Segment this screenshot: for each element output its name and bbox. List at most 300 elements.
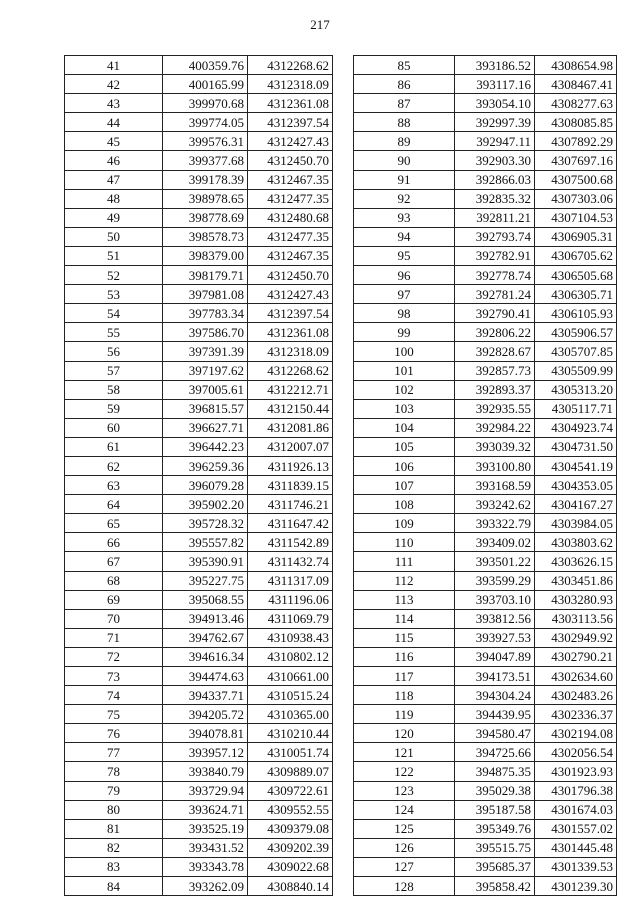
table-row: [354, 266, 617, 285]
x-coordinate-cell: 394047.89: [455, 647, 535, 666]
point-number-cell: 102: [354, 380, 455, 399]
y-coordinate-cell: 4310802.12: [248, 647, 333, 666]
y-coordinate-cell: 4303984.05: [535, 514, 617, 533]
point-number-cell: 88: [354, 113, 455, 132]
y-coordinate-cell: 4305906.57: [535, 323, 617, 342]
y-coordinate-cell: 4305117.71: [535, 399, 617, 418]
table-row: [354, 94, 617, 113]
table-row: [354, 75, 617, 94]
y-coordinate-cell: 4311069.79: [248, 609, 333, 628]
point-number-cell: 103: [354, 399, 455, 418]
table-row: [65, 647, 333, 666]
table-row: [354, 246, 617, 265]
table-row: [354, 533, 617, 552]
y-coordinate-cell: 4301239.30: [535, 877, 617, 896]
y-coordinate-cell: 4312318.09: [248, 75, 333, 94]
table-row: [65, 514, 333, 533]
y-coordinate-cell: 4302483.26: [535, 686, 617, 705]
x-coordinate-cell: 394913.46: [163, 609, 248, 628]
x-coordinate-cell: 398778.69: [163, 208, 248, 227]
y-coordinate-cell: 4311432.74: [248, 552, 333, 571]
y-coordinate-cell: 4311926.13: [248, 456, 333, 475]
table-row: [354, 399, 617, 418]
y-coordinate-cell: 4309022.68: [248, 857, 333, 876]
point-number-cell: 63: [65, 476, 163, 495]
point-number-cell: 90: [354, 151, 455, 170]
table-row: [354, 800, 617, 819]
table-row: [65, 342, 333, 361]
point-number-cell: 82: [65, 838, 163, 857]
y-coordinate-cell: 4310365.00: [248, 705, 333, 724]
point-number-cell: 67: [65, 552, 163, 571]
x-coordinate-cell: 395227.75: [163, 571, 248, 590]
coordinate-table-right: [353, 55, 617, 896]
table-row: [65, 781, 333, 800]
table-row: [65, 800, 333, 819]
point-number-cell: 108: [354, 495, 455, 514]
y-coordinate-cell: 4304541.19: [535, 456, 617, 475]
table-row: [354, 380, 617, 399]
table-row: [354, 323, 617, 342]
point-number-cell: 125: [354, 819, 455, 838]
table-row: [354, 838, 617, 857]
table-row: [354, 189, 617, 208]
x-coordinate-cell: 392781.24: [455, 285, 535, 304]
point-number-cell: 83: [65, 857, 163, 876]
x-coordinate-cell: 392866.03: [455, 170, 535, 189]
y-coordinate-cell: 4312007.07: [248, 437, 333, 456]
x-coordinate-cell: 394173.51: [455, 667, 535, 686]
table-row: [65, 686, 333, 705]
y-coordinate-cell: 4301557.02: [535, 819, 617, 838]
x-coordinate-cell: 398379.00: [163, 246, 248, 265]
y-coordinate-cell: 4307104.53: [535, 208, 617, 227]
y-coordinate-cell: 4310515.24: [248, 686, 333, 705]
y-coordinate-cell: 4305313.20: [535, 380, 617, 399]
point-number-cell: 106: [354, 456, 455, 475]
y-coordinate-cell: 4308467.41: [535, 75, 617, 94]
point-number-cell: 43: [65, 94, 163, 113]
table-row: [354, 495, 617, 514]
x-coordinate-cell: 399377.68: [163, 151, 248, 170]
point-number-cell: 92: [354, 189, 455, 208]
y-coordinate-cell: 4306905.31: [535, 227, 617, 246]
y-coordinate-cell: 4307500.68: [535, 170, 617, 189]
y-coordinate-cell: 4312318.09: [248, 342, 333, 361]
point-number-cell: 80: [65, 800, 163, 819]
y-coordinate-cell: 4308654.98: [535, 56, 617, 75]
point-number-cell: 61: [65, 437, 163, 456]
point-number-cell: 118: [354, 686, 455, 705]
y-coordinate-cell: 4310938.43: [248, 628, 333, 647]
point-number-cell: 49: [65, 208, 163, 227]
y-coordinate-cell: 4301339.53: [535, 857, 617, 876]
x-coordinate-cell: 398578.73: [163, 227, 248, 246]
y-coordinate-cell: 4312150.44: [248, 399, 333, 418]
table-row: [354, 667, 617, 686]
y-coordinate-cell: 4312467.35: [248, 246, 333, 265]
table-row: [354, 628, 617, 647]
table-row: [65, 323, 333, 342]
y-coordinate-cell: 4302790.21: [535, 647, 617, 666]
point-number-cell: 68: [65, 571, 163, 590]
x-coordinate-cell: 399970.68: [163, 94, 248, 113]
point-number-cell: 86: [354, 75, 455, 94]
table-row: [65, 533, 333, 552]
x-coordinate-cell: 393117.16: [455, 75, 535, 94]
x-coordinate-cell: 394580.47: [455, 724, 535, 743]
point-number-cell: 94: [354, 227, 455, 246]
y-coordinate-cell: 4310661.00: [248, 667, 333, 686]
x-coordinate-cell: 399774.05: [163, 113, 248, 132]
y-coordinate-cell: 4304923.74: [535, 418, 617, 437]
point-number-cell: 84: [65, 877, 163, 896]
point-number-cell: 54: [65, 304, 163, 323]
point-number-cell: 128: [354, 877, 455, 896]
x-coordinate-cell: 393812.56: [455, 609, 535, 628]
point-number-cell: 64: [65, 495, 163, 514]
point-number-cell: 51: [65, 246, 163, 265]
y-coordinate-cell: 4308085.85: [535, 113, 617, 132]
y-coordinate-cell: 4312477.35: [248, 227, 333, 246]
point-number-cell: 100: [354, 342, 455, 361]
point-number-cell: 105: [354, 437, 455, 456]
x-coordinate-cell: 394474.63: [163, 667, 248, 686]
table-row: [354, 819, 617, 838]
point-number-cell: 97: [354, 285, 455, 304]
table-row: [65, 151, 333, 170]
table-row: [354, 132, 617, 151]
x-coordinate-cell: 392790.41: [455, 304, 535, 323]
point-number-cell: 76: [65, 724, 163, 743]
table-row: [65, 724, 333, 743]
y-coordinate-cell: 4307892.29: [535, 132, 617, 151]
point-number-cell: 71: [65, 628, 163, 647]
x-coordinate-cell: 393343.78: [163, 857, 248, 876]
y-coordinate-cell: 4312081.86: [248, 418, 333, 437]
x-coordinate-cell: 393599.29: [455, 571, 535, 590]
point-number-cell: 42: [65, 75, 163, 94]
table-row: [65, 552, 333, 571]
table-row: [354, 609, 617, 628]
x-coordinate-cell: 399576.31: [163, 132, 248, 151]
x-coordinate-cell: 392984.22: [455, 418, 535, 437]
y-coordinate-cell: 4301796.38: [535, 781, 617, 800]
x-coordinate-cell: 396627.71: [163, 418, 248, 437]
y-coordinate-cell: 4312477.35: [248, 189, 333, 208]
point-number-cell: 81: [65, 819, 163, 838]
x-coordinate-cell: 393262.09: [163, 877, 248, 896]
y-coordinate-cell: 4311317.09: [248, 571, 333, 590]
x-coordinate-cell: 398978.65: [163, 189, 248, 208]
table-row: [65, 495, 333, 514]
y-coordinate-cell: 4301923.93: [535, 762, 617, 781]
table-row: [354, 170, 617, 189]
table-row: [65, 75, 333, 94]
y-coordinate-cell: 4303803.62: [535, 533, 617, 552]
table-row: [354, 724, 617, 743]
y-coordinate-cell: 4311839.15: [248, 476, 333, 495]
table-row: [354, 342, 617, 361]
table-row: [354, 285, 617, 304]
point-number-cell: 46: [65, 151, 163, 170]
x-coordinate-cell: 395349.76: [455, 819, 535, 838]
x-coordinate-cell: 394205.72: [163, 705, 248, 724]
y-coordinate-cell: 4302194.08: [535, 724, 617, 743]
x-coordinate-cell: 394725.66: [455, 743, 535, 762]
table-row: [65, 705, 333, 724]
page-number: 217: [310, 17, 330, 32]
x-coordinate-cell: 397391.39: [163, 342, 248, 361]
point-number-cell: 127: [354, 857, 455, 876]
point-number-cell: 78: [65, 762, 163, 781]
table-row: [354, 476, 617, 495]
table-row: [65, 246, 333, 265]
point-number-cell: 120: [354, 724, 455, 743]
x-coordinate-cell: 395515.75: [455, 838, 535, 857]
x-coordinate-cell: 396442.23: [163, 437, 248, 456]
point-number-cell: 117: [354, 667, 455, 686]
point-number-cell: 65: [65, 514, 163, 533]
point-number-cell: 109: [354, 514, 455, 533]
y-coordinate-cell: 4312427.43: [248, 132, 333, 151]
x-coordinate-cell: 395557.82: [163, 533, 248, 552]
y-coordinate-cell: 4312361.08: [248, 94, 333, 113]
point-number-cell: 57: [65, 361, 163, 380]
table-row: [354, 304, 617, 323]
x-coordinate-cell: 396259.36: [163, 456, 248, 475]
point-number-cell: 66: [65, 533, 163, 552]
point-number-cell: 113: [354, 590, 455, 609]
x-coordinate-cell: 395068.55: [163, 590, 248, 609]
y-coordinate-cell: 4307697.16: [535, 151, 617, 170]
y-coordinate-cell: 4309379.08: [248, 819, 333, 838]
y-coordinate-cell: 4302634.60: [535, 667, 617, 686]
point-number-cell: 104: [354, 418, 455, 437]
table-row: [354, 418, 617, 437]
x-coordinate-cell: 393186.52: [455, 56, 535, 75]
y-coordinate-cell: 4312397.54: [248, 113, 333, 132]
point-number-cell: 58: [65, 380, 163, 399]
x-coordinate-cell: 396079.28: [163, 476, 248, 495]
table-row: [65, 819, 333, 838]
y-coordinate-cell: 4306305.71: [535, 285, 617, 304]
table-row: [354, 571, 617, 590]
x-coordinate-cell: 394616.34: [163, 647, 248, 666]
table-row: [65, 170, 333, 189]
x-coordinate-cell: 393703.10: [455, 590, 535, 609]
x-coordinate-cell: 397981.08: [163, 285, 248, 304]
coordinate-table-left: [64, 55, 333, 896]
y-coordinate-cell: 4309552.55: [248, 800, 333, 819]
x-coordinate-cell: 394304.24: [455, 686, 535, 705]
table-row: [354, 647, 617, 666]
y-coordinate-cell: 4301445.48: [535, 838, 617, 857]
x-coordinate-cell: 392857.73: [455, 361, 535, 380]
x-coordinate-cell: 392997.39: [455, 113, 535, 132]
table-row: [65, 628, 333, 647]
point-number-cell: 70: [65, 609, 163, 628]
table-row: [65, 361, 333, 380]
point-number-cell: 41: [65, 56, 163, 75]
y-coordinate-cell: 4303280.93: [535, 590, 617, 609]
y-coordinate-cell: 4303451.86: [535, 571, 617, 590]
point-number-cell: 52: [65, 266, 163, 285]
x-coordinate-cell: 397197.62: [163, 361, 248, 380]
y-coordinate-cell: 4307303.06: [535, 189, 617, 208]
y-coordinate-cell: 4311196.06: [248, 590, 333, 609]
x-coordinate-cell: 393409.02: [455, 533, 535, 552]
table-row: [354, 437, 617, 456]
point-number-cell: 99: [354, 323, 455, 342]
x-coordinate-cell: 394762.67: [163, 628, 248, 647]
point-number-cell: 107: [354, 476, 455, 495]
y-coordinate-cell: 4310051.74: [248, 743, 333, 762]
x-coordinate-cell: 393100.80: [455, 456, 535, 475]
table-row: [65, 418, 333, 437]
table-row: [65, 380, 333, 399]
point-number-cell: 55: [65, 323, 163, 342]
x-coordinate-cell: 398179.71: [163, 266, 248, 285]
y-coordinate-cell: 4308277.63: [535, 94, 617, 113]
point-number-cell: 47: [65, 170, 163, 189]
table-row: [65, 113, 333, 132]
table-row: [354, 208, 617, 227]
table-row: [65, 571, 333, 590]
table-row: [354, 151, 617, 170]
x-coordinate-cell: 393525.19: [163, 819, 248, 838]
point-number-cell: 89: [354, 132, 455, 151]
x-coordinate-cell: 397005.61: [163, 380, 248, 399]
point-number-cell: 98: [354, 304, 455, 323]
point-number-cell: 123: [354, 781, 455, 800]
y-coordinate-cell: 4302336.37: [535, 705, 617, 724]
x-coordinate-cell: 393840.79: [163, 762, 248, 781]
point-number-cell: 77: [65, 743, 163, 762]
point-number-cell: 50: [65, 227, 163, 246]
point-number-cell: 45: [65, 132, 163, 151]
y-coordinate-cell: 4312361.08: [248, 323, 333, 342]
table-row: [65, 266, 333, 285]
table-row: [354, 743, 617, 762]
x-coordinate-cell: 392778.74: [455, 266, 535, 285]
y-coordinate-cell: 4306105.93: [535, 304, 617, 323]
point-number-cell: 122: [354, 762, 455, 781]
point-number-cell: 119: [354, 705, 455, 724]
table-row: [65, 285, 333, 304]
y-coordinate-cell: 4303626.15: [535, 552, 617, 571]
x-coordinate-cell: 393729.94: [163, 781, 248, 800]
point-number-cell: 91: [354, 170, 455, 189]
x-coordinate-cell: 395187.58: [455, 800, 535, 819]
x-coordinate-cell: 392893.37: [455, 380, 535, 399]
point-number-cell: 48: [65, 189, 163, 208]
x-coordinate-cell: 399178.39: [163, 170, 248, 189]
x-coordinate-cell: 395902.20: [163, 495, 248, 514]
x-coordinate-cell: 395029.38: [455, 781, 535, 800]
table-row: [354, 552, 617, 571]
x-coordinate-cell: 393054.10: [455, 94, 535, 113]
x-coordinate-cell: 393039.32: [455, 437, 535, 456]
point-number-cell: 112: [354, 571, 455, 590]
point-number-cell: 114: [354, 609, 455, 628]
point-number-cell: 44: [65, 113, 163, 132]
y-coordinate-cell: 4312268.62: [248, 361, 333, 380]
y-coordinate-cell: 4305509.99: [535, 361, 617, 380]
point-number-cell: 72: [65, 647, 163, 666]
point-number-cell: 59: [65, 399, 163, 418]
table-row: [65, 590, 333, 609]
table-row: [65, 456, 333, 475]
y-coordinate-cell: 4310210.44: [248, 724, 333, 743]
point-number-cell: 126: [354, 838, 455, 857]
x-coordinate-cell: 393927.53: [455, 628, 535, 647]
y-coordinate-cell: 4312450.70: [248, 151, 333, 170]
point-number-cell: 124: [354, 800, 455, 819]
table-row: [65, 877, 333, 896]
y-coordinate-cell: 4301674.03: [535, 800, 617, 819]
x-coordinate-cell: 394439.95: [455, 705, 535, 724]
y-coordinate-cell: 4309889.07: [248, 762, 333, 781]
table-row: [354, 113, 617, 132]
y-coordinate-cell: 4311746.21: [248, 495, 333, 514]
table-row: [354, 514, 617, 533]
point-number-cell: 121: [354, 743, 455, 762]
x-coordinate-cell: 393957.12: [163, 743, 248, 762]
point-number-cell: 110: [354, 533, 455, 552]
y-coordinate-cell: 4309202.39: [248, 838, 333, 857]
point-number-cell: 62: [65, 456, 163, 475]
point-number-cell: 69: [65, 590, 163, 609]
table-row: [354, 590, 617, 609]
table-row: [65, 56, 333, 75]
y-coordinate-cell: 4304353.05: [535, 476, 617, 495]
x-coordinate-cell: 400165.99: [163, 75, 248, 94]
table-row: [65, 476, 333, 495]
point-number-cell: 74: [65, 686, 163, 705]
y-coordinate-cell: 4306505.68: [535, 266, 617, 285]
table-row: [65, 132, 333, 151]
table-row: [354, 227, 617, 246]
table-row: [354, 56, 617, 75]
y-coordinate-cell: 4312212.71: [248, 380, 333, 399]
table-row: [65, 304, 333, 323]
table-row: [65, 437, 333, 456]
point-number-cell: 60: [65, 418, 163, 437]
table-row: [354, 456, 617, 475]
x-coordinate-cell: 392903.30: [455, 151, 535, 170]
table-row: [65, 227, 333, 246]
table-row: [354, 705, 617, 724]
x-coordinate-cell: 392835.32: [455, 189, 535, 208]
x-coordinate-cell: 393624.71: [163, 800, 248, 819]
x-coordinate-cell: 395390.91: [163, 552, 248, 571]
y-coordinate-cell: 4302056.54: [535, 743, 617, 762]
point-number-cell: 95: [354, 246, 455, 265]
point-number-cell: 101: [354, 361, 455, 380]
y-coordinate-cell: 4312450.70: [248, 266, 333, 285]
x-coordinate-cell: 392811.21: [455, 208, 535, 227]
y-coordinate-cell: 4306705.62: [535, 246, 617, 265]
y-coordinate-cell: 4312480.68: [248, 208, 333, 227]
x-coordinate-cell: 395728.32: [163, 514, 248, 533]
y-coordinate-cell: 4312467.35: [248, 170, 333, 189]
x-coordinate-cell: 400359.76: [163, 56, 248, 75]
table-row: [354, 877, 617, 896]
y-coordinate-cell: 4312427.43: [248, 285, 333, 304]
x-coordinate-cell: 394875.35: [455, 762, 535, 781]
x-coordinate-cell: 394337.71: [163, 686, 248, 705]
